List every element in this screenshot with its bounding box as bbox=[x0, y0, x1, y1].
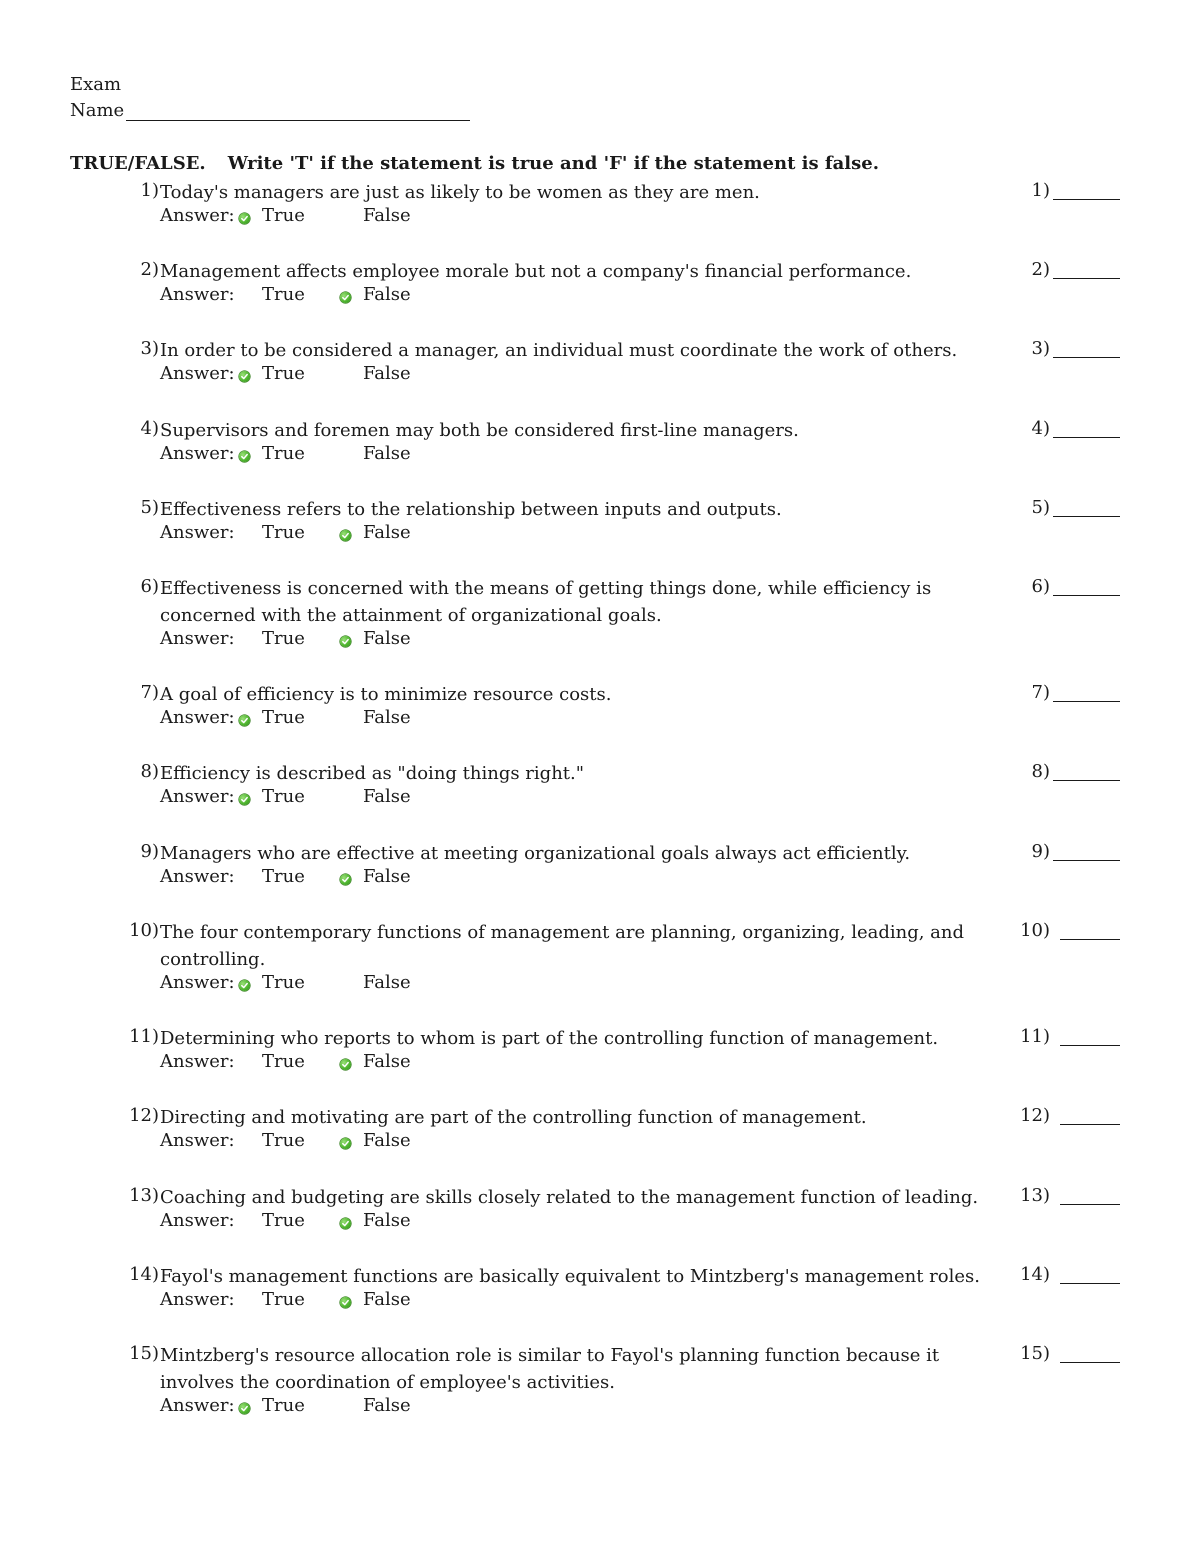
question-text: Coaching and budgeting are skills closely related to the management function of leading. bbox=[160, 1187, 979, 1208]
answer-label: Answer: bbox=[160, 1395, 235, 1416]
option-true: True bbox=[262, 786, 305, 807]
question-text: Mintzberg's resource allocation role is similar to Fayol's planning function because it involves the coordination of employee's activities. bbox=[160, 1345, 940, 1393]
answer-blank[interactable] bbox=[1053, 780, 1120, 781]
question-number: 13) bbox=[129, 1185, 159, 1206]
correct-answer-check-icon bbox=[340, 1138, 351, 1149]
answer-row bbox=[160, 443, 560, 469]
correct-answer-check-icon bbox=[340, 1059, 351, 1070]
question-number: 10) bbox=[129, 920, 159, 941]
answer-row bbox=[160, 866, 560, 892]
question-text: The four contemporary functions of management are planning, organizing, leading, and controlling. bbox=[160, 922, 965, 970]
answer-label: Answer: bbox=[160, 1130, 235, 1151]
question-number: 3) bbox=[140, 338, 159, 359]
question-item bbox=[0, 576, 1200, 656]
exam-title: Exam bbox=[70, 74, 122, 95]
answer-label: Answer: bbox=[160, 522, 235, 543]
question-number: 12) bbox=[129, 1105, 159, 1126]
correct-answer-check-icon bbox=[239, 980, 250, 991]
question-text: Fayol's management functions are basically equivalent to Mintzberg's management roles. bbox=[160, 1266, 980, 1287]
option-true: True bbox=[262, 707, 305, 728]
correct-answer-check-icon bbox=[239, 371, 250, 382]
question-text: Supervisors and foremen may both be considered first-line managers. bbox=[160, 420, 799, 441]
answer-row bbox=[160, 363, 560, 389]
option-true: True bbox=[262, 1395, 305, 1416]
answer-label: Answer: bbox=[160, 707, 235, 728]
answer-blank[interactable] bbox=[1053, 595, 1120, 596]
answer-label: Answer: bbox=[160, 205, 235, 226]
answer-label: Answer: bbox=[160, 1051, 235, 1072]
answer-blank-number: 15) bbox=[1020, 1343, 1050, 1364]
question-text: Directing and motivating are part of the controlling function of management. bbox=[160, 1107, 867, 1128]
answer-blank-number: 5) bbox=[1031, 497, 1050, 518]
question-number: 4) bbox=[140, 418, 159, 439]
answer-row bbox=[160, 1210, 560, 1236]
answer-row bbox=[160, 522, 560, 548]
answer-blank-number: 3) bbox=[1031, 338, 1050, 359]
answer-row bbox=[160, 972, 560, 998]
question-item bbox=[0, 338, 1200, 418]
answer-blank-number: 14) bbox=[1020, 1264, 1050, 1285]
option-true: True bbox=[262, 866, 305, 887]
answer-blank[interactable] bbox=[1053, 199, 1120, 200]
question-item bbox=[0, 180, 1200, 260]
question-number: 9) bbox=[140, 841, 159, 862]
answer-blank-number: 6) bbox=[1031, 576, 1050, 597]
answer-label: Answer: bbox=[160, 628, 235, 649]
answer-label: Answer: bbox=[160, 443, 235, 464]
answer-blank[interactable] bbox=[1060, 939, 1120, 940]
answer-blank-number: 2) bbox=[1031, 259, 1050, 280]
answer-row bbox=[160, 628, 560, 654]
question-number: 14) bbox=[129, 1264, 159, 1285]
correct-answer-check-icon bbox=[239, 715, 250, 726]
option-false: False bbox=[363, 1130, 411, 1151]
answer-blank[interactable] bbox=[1053, 860, 1120, 861]
answer-blank[interactable] bbox=[1060, 1045, 1120, 1046]
option-false: False bbox=[363, 1210, 411, 1231]
question-text: Management affects employee morale but not a company's financial performance. bbox=[160, 261, 912, 282]
answer-blank-number: 12) bbox=[1020, 1105, 1050, 1126]
answer-label: Answer: bbox=[160, 786, 235, 807]
question-item bbox=[0, 1264, 1200, 1344]
answer-label: Answer: bbox=[160, 866, 235, 887]
answer-row bbox=[160, 284, 560, 310]
question-item bbox=[0, 1185, 1200, 1265]
option-false: False bbox=[363, 628, 411, 649]
option-true: True bbox=[262, 1130, 305, 1151]
question-number: 1) bbox=[140, 180, 159, 201]
answer-blank[interactable] bbox=[1060, 1204, 1120, 1205]
answer-row bbox=[160, 1289, 560, 1315]
question-text: In order to be considered a manager, an individual must coordinate the work of others. bbox=[160, 340, 958, 361]
question-text: Effectiveness refers to the relationship between inputs and outputs. bbox=[160, 499, 782, 520]
answer-blank-number: 7) bbox=[1031, 682, 1050, 703]
option-true: True bbox=[262, 443, 305, 464]
answer-label: Answer: bbox=[160, 1210, 235, 1231]
correct-answer-check-icon bbox=[340, 636, 351, 647]
answer-blank-number: 10) bbox=[1020, 920, 1050, 941]
option-true: True bbox=[262, 1210, 305, 1231]
answer-blank[interactable] bbox=[1053, 437, 1120, 438]
option-false: False bbox=[363, 972, 411, 993]
option-true: True bbox=[262, 628, 305, 649]
correct-answer-check-icon bbox=[340, 1218, 351, 1229]
answer-row bbox=[160, 1051, 560, 1077]
option-false: False bbox=[363, 522, 411, 543]
question-text: Determining who reports to whom is part of the controlling function of management. bbox=[160, 1028, 939, 1049]
answer-row bbox=[160, 786, 560, 812]
option-false: False bbox=[363, 1289, 411, 1310]
answer-row bbox=[160, 1395, 560, 1421]
answer-label: Answer: bbox=[160, 363, 235, 384]
answer-label: Answer: bbox=[160, 284, 235, 305]
question-text: Today's managers are just as likely to be women as they are men. bbox=[160, 182, 760, 203]
question-number: 7) bbox=[140, 682, 159, 703]
answer-blank-number: 8) bbox=[1031, 761, 1050, 782]
option-true: True bbox=[262, 363, 305, 384]
option-true: True bbox=[262, 522, 305, 543]
question-number: 6) bbox=[140, 576, 159, 597]
question-item bbox=[0, 1343, 1200, 1423]
instructions-text: Write 'T' if the statement is true and 'F' if the statement is false. bbox=[227, 153, 880, 174]
answer-label: Answer: bbox=[160, 1289, 235, 1310]
question-number: 15) bbox=[129, 1343, 159, 1364]
question-item bbox=[0, 841, 1200, 921]
answer-blank[interactable] bbox=[1053, 357, 1120, 358]
section-title: TRUE/FALSE. bbox=[70, 153, 206, 174]
correct-answer-check-icon bbox=[340, 1297, 351, 1308]
answer-row bbox=[160, 1130, 560, 1156]
option-false: False bbox=[363, 363, 411, 384]
answer-label: Answer: bbox=[160, 972, 235, 993]
question-item bbox=[0, 418, 1200, 498]
answer-blank-number: 13) bbox=[1020, 1185, 1050, 1206]
correct-answer-check-icon bbox=[239, 794, 250, 805]
question-item bbox=[0, 920, 1200, 1000]
option-false: False bbox=[363, 1395, 411, 1416]
answer-blank-number: 4) bbox=[1031, 418, 1050, 439]
answer-blank[interactable] bbox=[1053, 278, 1120, 279]
option-false: False bbox=[363, 866, 411, 887]
option-true: True bbox=[262, 972, 305, 993]
question-number: 2) bbox=[140, 259, 159, 280]
option-false: False bbox=[363, 443, 411, 464]
question-text: Efficiency is described as "doing things right." bbox=[160, 763, 585, 784]
option-false: False bbox=[363, 205, 411, 226]
answer-blank[interactable] bbox=[1060, 1283, 1120, 1284]
name-blank bbox=[126, 102, 470, 121]
correct-answer-check-icon bbox=[239, 1403, 250, 1414]
option-false: False bbox=[363, 1051, 411, 1072]
question-text: Effectiveness is concerned with the means of getting things done, while efficiency is concerned with the attainment of organizational goals. bbox=[160, 578, 932, 626]
correct-answer-check-icon bbox=[340, 292, 351, 303]
correct-answer-check-icon bbox=[239, 451, 250, 462]
answer-row bbox=[160, 707, 560, 733]
question-item bbox=[0, 497, 1200, 577]
option-false: False bbox=[363, 284, 411, 305]
question-text: Managers who are effective at meeting organizational goals always act efficiently. bbox=[160, 843, 911, 864]
question-number: 5) bbox=[140, 497, 159, 518]
correct-answer-check-icon bbox=[340, 530, 351, 541]
question-item bbox=[0, 682, 1200, 762]
name-line bbox=[70, 100, 470, 121]
option-false: False bbox=[363, 707, 411, 728]
question-number: 8) bbox=[140, 761, 159, 782]
question-number: 11) bbox=[129, 1026, 159, 1047]
question-item bbox=[0, 259, 1200, 339]
correct-answer-check-icon bbox=[239, 213, 250, 224]
answer-blank[interactable] bbox=[1060, 1124, 1120, 1125]
question-item bbox=[0, 1105, 1200, 1185]
correct-answer-check-icon bbox=[340, 874, 351, 885]
option-true: True bbox=[262, 284, 305, 305]
option-false: False bbox=[363, 786, 411, 807]
answer-row bbox=[160, 205, 560, 231]
question-item bbox=[0, 761, 1200, 841]
option-true: True bbox=[262, 1289, 305, 1310]
instructions bbox=[70, 153, 879, 174]
option-true: True bbox=[262, 1051, 305, 1072]
question-text: A goal of efficiency is to minimize resource costs. bbox=[160, 684, 612, 705]
answer-blank-number: 11) bbox=[1020, 1026, 1050, 1047]
question-item bbox=[0, 1026, 1200, 1106]
name-label: Name bbox=[70, 100, 125, 121]
answer-blank-number: 9) bbox=[1031, 841, 1050, 862]
answer-blank[interactable] bbox=[1060, 1362, 1120, 1363]
option-true: True bbox=[262, 205, 305, 226]
answer-blank[interactable] bbox=[1053, 516, 1120, 517]
answer-blank[interactable] bbox=[1053, 701, 1120, 702]
answer-blank-number: 1) bbox=[1031, 180, 1050, 201]
